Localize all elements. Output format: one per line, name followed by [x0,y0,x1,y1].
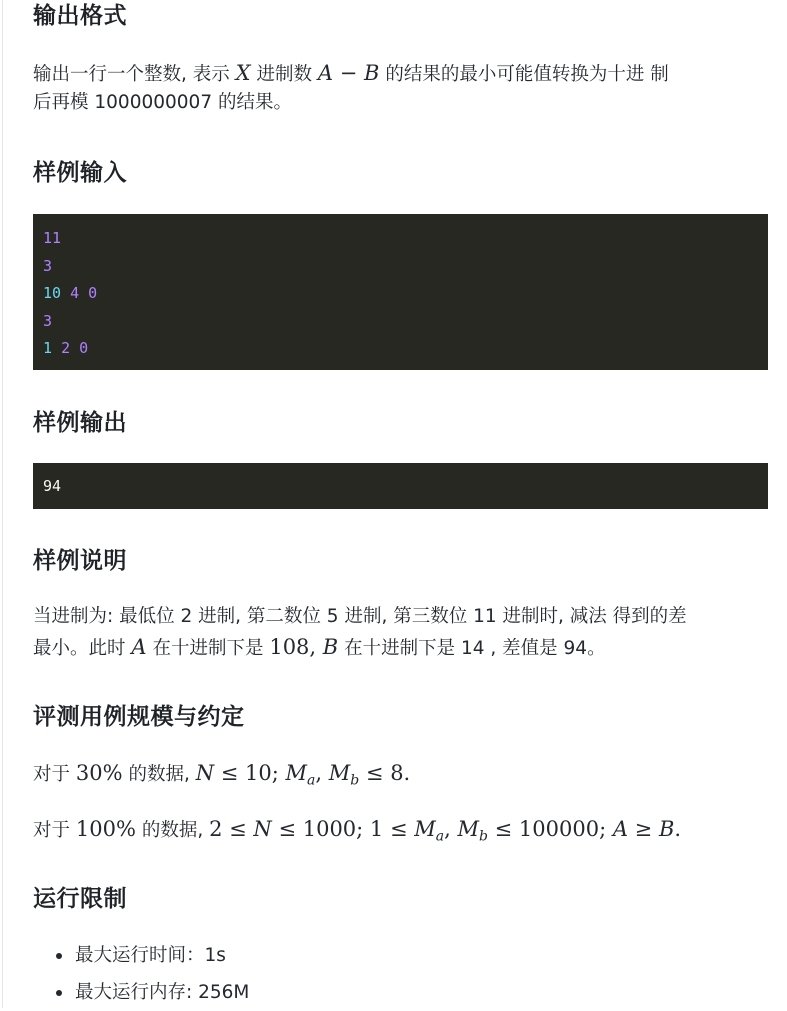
sample-input-line [43,279,97,307]
runtime-limits-list [33,937,249,1011]
output-format-line-1: 输出一行一个整数, 表示 X 进制数 A − B 的结果的最小可能值转换为十进 制 [33,61,669,85]
math-x: X [235,61,251,85]
bullet-icon [56,990,62,996]
heading-runtime-limits: 运行限制 [33,886,127,912]
heading-sample-output: 样例输出 [33,410,127,436]
sample-input-line [43,334,88,362]
heading-sample-explanation: 样例说明 [33,548,127,574]
output-format-text [33,58,768,118]
heading-sample-input: 样例输入 [33,160,127,186]
code-token: 2 [61,339,71,357]
math-b: B [364,61,380,85]
code-token: 4 [70,284,80,302]
constraints-line-1: 对于 30% 的数据, N ≤ 10; $M_a$, $M_b \le 8$. [33,761,411,789]
code-token: 3 [43,311,53,330]
code-token: 1 [43,339,53,357]
heading-output-format: 输出格式 [33,3,127,29]
sample-input-code-block [33,214,768,370]
constraints-line-2: 对于 100% 的数据, 2 ≤ N ≤ 1000; $1 \le M_a$, $M_b \le 100000$; A ≥ B. [33,817,682,845]
list-item: 最大运行时间：1s [33,937,249,974]
code-token [61,284,70,302]
list-item: 最大运行内存: 256M [33,974,249,1011]
bullet-icon [56,953,62,959]
left-border [2,0,3,1008]
sample-output-value: 94 [43,477,62,495]
code-token [79,284,88,302]
sample-explanation-line-2: 最小。此时 A 在十进制下是 108, B 在十进制下是 14 , 差值是 94。 [33,635,606,659]
code-token: 11 [43,229,62,247]
code-token: 0 [79,339,89,357]
code-token [70,339,79,357]
sample-explanation-text [33,602,768,662]
sample-explanation-line-1: 当进制为: 最低位 2 进制, 第二数位 5 进制, 第三数位 11 进制时, 减法 得到的差 [33,606,687,627]
code-token: 0 [88,284,98,302]
sample-output-code-block [33,463,768,509]
sample-input-line [43,224,61,252]
output-format-line-2: 后再模 1000000007 的结果。 [33,92,292,113]
code-token [52,339,61,357]
heading-constraints: 评测用例规模与约定 [33,704,245,730]
code-token: 10 [43,284,62,302]
code-token: 3 [43,256,53,275]
math-a: A [317,61,334,85]
sample-input-line [43,307,52,335]
sample-input-line [43,252,52,280]
math-minus: − [333,61,364,85]
